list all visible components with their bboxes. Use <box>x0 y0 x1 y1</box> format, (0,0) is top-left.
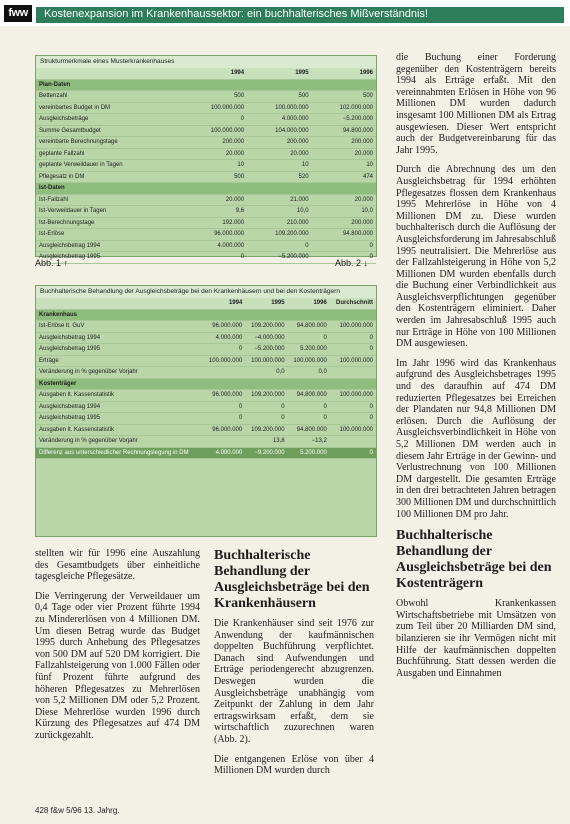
table-cell: 0 <box>203 344 245 356</box>
table-cell: 100.000.000 <box>245 355 287 367</box>
row-label: Kostenträger <box>36 378 203 390</box>
row-label: Ist-Verweildauer in Tagen <box>36 206 183 218</box>
table-cell: 94.800.000 <box>288 424 330 436</box>
row-label: Ist-Daten <box>36 183 183 195</box>
table-row <box>36 79 376 91</box>
table-cell: 4.000.000 <box>183 240 247 252</box>
table1-caption: Strukturmerkmale eines Musterkrankenhauses <box>36 56 376 68</box>
table-cell <box>247 183 311 195</box>
column-header: 1996 <box>312 68 376 79</box>
table-row <box>36 252 376 264</box>
table-cell: 94.800.000 <box>312 229 376 241</box>
table-cell: 96.000.000 <box>183 229 247 241</box>
row-label: Ausgaben lt. Kassenstatistik <box>36 424 203 436</box>
table-cell: 109.200.000 <box>245 424 287 436</box>
table-cell: 4.000.000 <box>203 332 245 344</box>
table-cell: 20.000 <box>312 148 376 160</box>
table-cell <box>312 183 376 195</box>
paragraph: Die Krankenhäuser sind seit 1976 zur Anwendung der kaufmännischen doppelten Buchführung verpflichtet. Danach sind Aufwendungen und Erträge periodengerecht abzugrenzen. Deswegen wurden die Ausgleichsbeträge unabhängig vom Zeitpunkt der Zahlung in dem Jahr ertragswirksam erfaßt, dem sie wirtschaftlich zuzurechnen waren (Abb. 2). <box>214 618 374 745</box>
table-cell: 0,0 <box>245 367 287 379</box>
table-cell: 0 <box>288 332 330 344</box>
table-cell: 0 <box>245 413 287 425</box>
table-cell: 104.000.000 <box>247 125 311 137</box>
row-label: Ist-Fallzahl <box>36 194 183 206</box>
paragraph: Die Verringerung der Verweildauer um 0,4 Tage oder vier Prozent führte 1994 zu Mindererlösen von 4 Millionen DM. Um diesen Betrag wurde das Budget 1995 durch Anhebung des Pflegesatzes von 500 DM auf 520 DM korrigiert. Die Fallzahlsteigerung von 1.000 Fällen oder fünf Prozent führte aufgrund des höheren Pflegesatzes zu Mehrerlösen von 5,2 Millionen DM oder 5,2 Prozent. Diese Mehrerlöse wurden 1996 durch Kürzung des Pflegesatzes auf 474 DM zurückgezahlt. <box>35 590 200 741</box>
table-cell: 0 <box>183 252 247 264</box>
table-cell <box>288 309 330 321</box>
row-label: Veränderung in % gegenüber Vorjahr <box>36 436 203 448</box>
row-label: Bettenzahl <box>36 91 183 103</box>
table-cell: 10,0 <box>247 206 311 218</box>
table-cell: 0 <box>288 401 330 413</box>
table-cell: 500 <box>247 91 311 103</box>
table-cell: 10 <box>247 160 311 172</box>
running-title: Kostenexpansion im Krankenhaussektor: ein buchhalterisches Mißverständnis! <box>44 8 428 20</box>
table-row <box>36 91 376 103</box>
section-heading: Buchhalterische Behandlung der Ausgleichsbeträge bei den Kostenträgern <box>396 528 552 592</box>
table-cell: 96.000.000 <box>203 390 245 402</box>
paragraph: Die entgangenen Erlöse von über 4 Millionen DM wurden durch <box>214 753 374 777</box>
column-header: 1996 <box>288 298 330 309</box>
table-row <box>36 229 376 241</box>
table-cell: 0 <box>203 413 245 425</box>
table-header-row <box>36 68 376 79</box>
table-row <box>36 355 376 367</box>
header-cell <box>36 298 203 309</box>
table-cell: 94.800.000 <box>312 125 376 137</box>
paragraph: stellten wir für 1996 eine Auszahlung des Gesamtbudgets über einheitliche tagesgleiche Pflegesätze. <box>35 548 200 583</box>
column-header: 1994 <box>203 298 245 309</box>
table-cell: 0 <box>330 413 376 425</box>
table-cell: −9.200.000 <box>245 447 287 459</box>
table-cell: 474 <box>312 171 376 183</box>
row-label: Ausgleichsbetrag 1995 <box>36 252 183 264</box>
table-cell: 0 <box>183 114 247 126</box>
row-label: Ausgleichsbetrag 1994 <box>36 401 203 413</box>
table-cell: 200.000 <box>247 137 311 149</box>
table-cell: 0 <box>330 447 376 459</box>
row-label: Ausgleichsbetrag 1995 <box>36 344 203 356</box>
table-cell: 109.200.000 <box>245 321 287 333</box>
row-label: Krankenhaus <box>36 309 203 321</box>
table-row <box>36 413 376 425</box>
table-cell <box>183 79 247 91</box>
table-cell <box>330 367 376 379</box>
row-label: Ausgaben lt. Kassenstatistik <box>36 390 203 402</box>
table-row <box>36 309 376 321</box>
page-footer: 428 f&w 5/96 13. Jahrg. <box>35 806 120 815</box>
table-row <box>36 367 376 379</box>
table-structure-hospital <box>35 55 377 261</box>
section-heading: Buchhalterische Behandlung der Ausgleichsbeträge bei den Krankenhäusern <box>214 548 370 611</box>
table-cell <box>288 378 330 390</box>
table-cell: 100.000.000 <box>247 102 311 114</box>
row-label: Pflegesatz in DM <box>36 171 183 183</box>
table-cell: −5.200.000 <box>312 114 376 126</box>
table-cell: 0 <box>330 344 376 356</box>
table-row <box>36 447 376 459</box>
table-row <box>36 206 376 218</box>
table-cell: 20.000 <box>247 148 311 160</box>
table-row <box>36 344 376 356</box>
table-row <box>36 171 376 183</box>
table-accounting-treatment <box>35 285 377 537</box>
table-cell: 192.000 <box>183 217 247 229</box>
table-cell: 100.000.000 <box>330 355 376 367</box>
table-row <box>36 160 376 172</box>
table-cell: 109.200.000 <box>247 229 311 241</box>
table-row <box>36 378 376 390</box>
table-row <box>36 321 376 333</box>
table-cell: 0 <box>245 401 287 413</box>
table-cell <box>245 309 287 321</box>
table-cell: 109.200.000 <box>245 390 287 402</box>
table-cell: 102.000.000 <box>312 102 376 114</box>
row-label: Ausgleichsbeträge <box>36 114 183 126</box>
row-label: Ist-Erlöse <box>36 229 183 241</box>
table-cell: 100.000.000 <box>183 125 247 137</box>
table-cell: 0 <box>288 413 330 425</box>
table-cell: 13,8 <box>245 436 287 448</box>
table-cell: 520 <box>247 171 311 183</box>
table-cell: 21.000 <box>247 194 311 206</box>
text-column-2 <box>214 548 374 785</box>
table-cell: 4.000.000 <box>247 114 311 126</box>
paragraph: die Buchung einer Forderung gegenüber den Kostenträgern bereits 1994 als Erträge erfaßt. Mit den vereinnahmten Erlösen in Höhe von 96 Millionen DM wurden dadurch insgesamt 100 Millionen DM als Ertrag ausgewiesen. Dieser Wert entspricht auch der Budgetvereinbarung für das Jahr 1995. <box>396 52 556 156</box>
row-label: Plan-Daten <box>36 79 183 91</box>
table-cell: 20.000 <box>312 194 376 206</box>
table-cell: 0 <box>330 332 376 344</box>
row-label: Ist-Erlöse lt. GuV <box>36 321 203 333</box>
text-column-3 <box>396 52 556 687</box>
table-cell: 9,6 <box>183 206 247 218</box>
figure-label-2: Abb. 2 ↓ <box>335 258 369 268</box>
page-header <box>0 0 570 26</box>
table-row <box>36 401 376 413</box>
table-cell: 500 <box>183 91 247 103</box>
table-row <box>36 102 376 114</box>
table-cell <box>330 436 376 448</box>
table1-grid <box>36 68 376 264</box>
row-label: Ausgleichsbetrag 1994 <box>36 332 203 344</box>
table-cell: 96.000.000 <box>203 424 245 436</box>
table-row <box>36 217 376 229</box>
table-row <box>36 148 376 160</box>
table-cell: −5.200.000 <box>247 252 311 264</box>
table-cell: −5.200.000 <box>245 344 287 356</box>
table-cell: 0 <box>203 401 245 413</box>
table-row <box>36 194 376 206</box>
table-cell: −4.000.000 <box>245 332 287 344</box>
header-cell <box>36 68 183 79</box>
table-cell <box>312 79 376 91</box>
table-cell: 94.800.000 <box>288 390 330 402</box>
table-cell <box>183 183 247 195</box>
row-label: geplante Verweildauer in Tagen <box>36 160 183 172</box>
table-cell <box>203 436 245 448</box>
row-label: Ist-Berechnungstage <box>36 217 183 229</box>
column-header: 1995 <box>245 298 287 309</box>
table-cell: 10 <box>183 160 247 172</box>
table-cell: 4.000.000 <box>203 447 245 459</box>
table-cell: 100.000.000 <box>330 424 376 436</box>
table-cell: 100.000.000 <box>330 321 376 333</box>
table-cell: 0 <box>330 401 376 413</box>
table-row <box>36 424 376 436</box>
row-label: Erträge <box>36 355 203 367</box>
table2-grid <box>36 298 376 459</box>
table-row <box>36 137 376 149</box>
row-label: Ausgleichsbetrag 1995 <box>36 413 203 425</box>
table-cell: 100.000.000 <box>288 355 330 367</box>
table-cell: 20.000 <box>183 194 247 206</box>
paragraph: Im Jahr 1996 wird das Krankenhaus aufgrund des Ausgleichsbetrages 1995 und des daraufhin auf 474 DM reduzierten Pflegesatzes bei Erreichen der Plandaten nur 94,8 Millionen DM erlösen. Durch die Auflösung der Ausgleichsverbindlichkeit in Höhe von 5,2 Millionen DM werden auch in diesem Jahr Erträge in der Gewinn- und Verlustrechnung von 100 Millionen DM dargestellt. Die gesamten Erträge in den drei betrachteten Jahren betragen 300 Millionen DM und durchschnittlich 100 Millionen DM pro Jahr. <box>396 357 556 520</box>
table-cell: 0,0 <box>288 367 330 379</box>
table-cell: 100.000.000 <box>203 355 245 367</box>
table-cell: 500 <box>312 91 376 103</box>
column-header: 1995 <box>247 68 311 79</box>
table-cell: 10,0 <box>312 206 376 218</box>
table-cell <box>330 309 376 321</box>
row-label: Differenz aus unterschiedlicher Rechnungslegung in DM <box>36 447 203 459</box>
table-cell: 96.000.000 <box>203 321 245 333</box>
table-row <box>36 390 376 402</box>
row-label: vereinbarte Berechnungstage <box>36 137 183 149</box>
table-row <box>36 183 376 195</box>
table-row <box>36 332 376 344</box>
column-header: 1994 <box>183 68 247 79</box>
text-column-1 <box>35 548 200 750</box>
paragraph: Durch die Abrechnung des um den Ausgleichsbetrag für 1994 erhöhten Pflegesatzes flossen dem Krankenhaus 1995 Mehrerlöse in Höhe von 4 Millionen DM zu. Diese wurden buchhalterisch durch die Auflösung der Ausgleichsforderung im Jahresabschluß 1995 neutralisiert. Die Mehrerlöse aus der Fallzahlsteigerung in Höhe von 5,2 Millionen DM wurden ebenfalls durch die Buchung einer Verbindlichkeit aus Ausgleichsverpflichtungen gegenüber den Kostenträgern eliminiert. Daher werden im Jahresabschluß 1995 auch nur Erträge in Höhe von 100 Millionen DM ausgewiesen. <box>396 164 556 350</box>
magazine-logo: fww <box>4 5 32 22</box>
row-label: Summe Gesamtbudget <box>36 125 183 137</box>
column-header: Durchschnitt <box>330 298 376 309</box>
row-label: vereinbartes Budget in DM <box>36 102 183 114</box>
table-cell: 10 <box>312 160 376 172</box>
table-cell <box>330 378 376 390</box>
table-cell: 5.200.000 <box>288 447 330 459</box>
table-cell: 0 <box>247 240 311 252</box>
table-row <box>36 240 376 252</box>
table-cell <box>203 309 245 321</box>
table-cell: 100.000.000 <box>330 390 376 402</box>
figure-label-1: Abb. 1 ↑ <box>35 258 69 268</box>
table-cell <box>245 378 287 390</box>
table-cell: 5.200.000 <box>288 344 330 356</box>
table-cell: 200.000 <box>183 137 247 149</box>
table-cell <box>203 367 245 379</box>
paragraph: Obwohl Krankenkassen Wirtschaftsbetriebe mit Umsätzen von zum Teil über 20 Milliarden DM sind, bilanzieren sie ihr Vermögen nicht mit Hilfe der kaufmännischen doppelten Buchführung. Statt dessen werden die Ausgaben und Einnahmen <box>396 598 556 679</box>
table-row <box>36 436 376 448</box>
row-label: geplante Fallzahl <box>36 148 183 160</box>
table-row <box>36 114 376 126</box>
table-header-row <box>36 298 376 309</box>
row-label: Ausgleichsbetrag 1994 <box>36 240 183 252</box>
table-cell: 200.000 <box>312 217 376 229</box>
table-cell: 100.000.000 <box>183 102 247 114</box>
table-cell: 500 <box>183 171 247 183</box>
table-cell: 0 <box>312 252 376 264</box>
table-cell <box>203 378 245 390</box>
table-cell: 94.800.000 <box>288 321 330 333</box>
table-cell: 20.000 <box>183 148 247 160</box>
row-label: Veränderung in % gegenüber Vorjahr <box>36 367 203 379</box>
table-cell: 200.000 <box>312 137 376 149</box>
table2-caption: Buchhalterische Behandlung der Ausgleichsbeträge bei den Krankenhäusern und bei den Kostenträgern <box>36 286 376 298</box>
table-cell: 0 <box>312 240 376 252</box>
table-cell <box>247 79 311 91</box>
table-cell: 210.000 <box>247 217 311 229</box>
table-row <box>36 125 376 137</box>
table-cell: −13,2 <box>288 436 330 448</box>
